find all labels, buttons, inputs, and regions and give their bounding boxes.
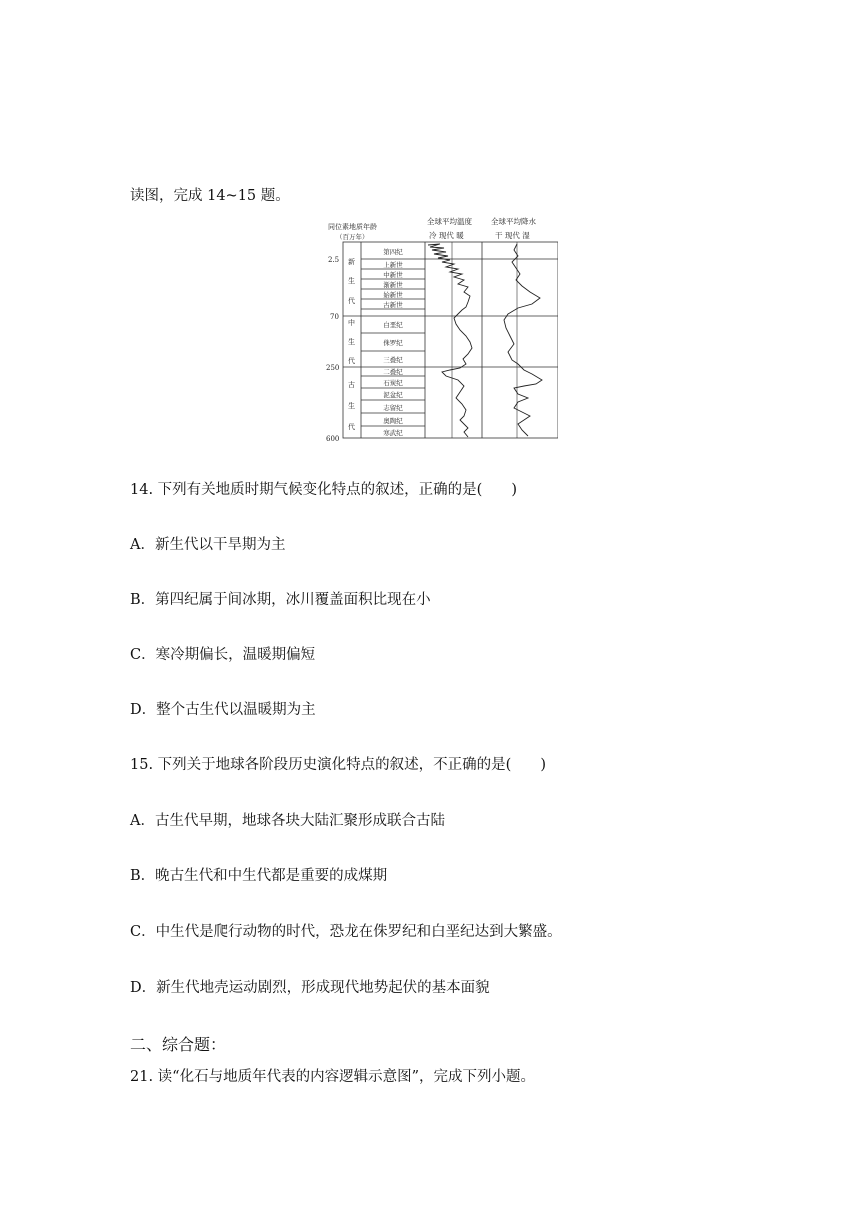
temp-axis: 冷 现代 暖 bbox=[429, 231, 464, 240]
age-column-title: 同位素地质年龄 bbox=[328, 223, 377, 231]
period-label: 寒武纪 bbox=[383, 429, 403, 437]
question-14-option-b[interactable]: B．第四纪属于间冰期，冰川覆盖面积比现在小 bbox=[130, 592, 431, 608]
period-label: 奥陶纪 bbox=[383, 417, 403, 425]
period-label: 二叠纪 bbox=[383, 368, 403, 376]
precip-title: 全球平均降水 bbox=[491, 217, 536, 226]
period-label: 志留纪 bbox=[383, 404, 403, 412]
temp-title: 全球平均温度 bbox=[427, 217, 472, 226]
question-15-option-c[interactable]: C．中生代是爬行动物的时代，恐龙在侏罗纪和白垩纪达到大繁盛。 bbox=[130, 924, 562, 940]
period-label: 古新世 bbox=[383, 301, 403, 309]
question-15-option-d[interactable]: D．新生代地壳运动剧烈，形成现代地势起伏的基本面貌 bbox=[130, 980, 490, 996]
era-char: 代 bbox=[348, 357, 355, 365]
question-14-option-a[interactable]: A．新生代以干旱期为主 bbox=[130, 537, 286, 553]
period-label: 渐新世 bbox=[383, 281, 403, 289]
age-column-unit: （百万年） bbox=[336, 233, 369, 241]
period-label: 泥盆纪 bbox=[383, 391, 403, 399]
period-label: 始新世 bbox=[383, 291, 403, 299]
era-char: 古 bbox=[348, 381, 355, 389]
age-label: 70 bbox=[330, 313, 339, 321]
era-char: 代 bbox=[348, 297, 355, 305]
question-14-option-d[interactable]: D．整个古生代以温暖期为主 bbox=[130, 702, 316, 718]
temperature-curve bbox=[428, 244, 472, 437]
period-label: 第四纪 bbox=[383, 248, 403, 256]
era-char: 生 bbox=[348, 277, 355, 285]
precip-axis: 干 现代 湿 bbox=[495, 231, 530, 240]
period-label: 上新世 bbox=[383, 261, 403, 269]
geologic-climate-svg bbox=[318, 212, 558, 444]
intro-text: 读图，完成 14~15 题。 bbox=[130, 188, 290, 204]
question-15-option-b[interactable]: B．晚古生代和中生代都是重要的成煤期 bbox=[130, 868, 388, 884]
age-label: 600 bbox=[326, 435, 340, 443]
question-21-stem: 21. 读“化石与地质年代表的内容逻辑示意图”，完成下列小题。 bbox=[130, 1069, 535, 1085]
geologic-climate-chart bbox=[318, 212, 558, 444]
period-label: 侏罗纪 bbox=[383, 339, 403, 347]
question-14-option-c[interactable]: C．寒冷期偏长，温暖期偏短 bbox=[130, 647, 316, 663]
period-label: 中新世 bbox=[383, 271, 403, 279]
period-label: 三叠纪 bbox=[383, 356, 403, 364]
question-14-stem: 14. 下列有关地质时期气候变化特点的叙述，正确的是( ) bbox=[130, 482, 517, 498]
question-15-option-a[interactable]: A．古生代早期，地球各块大陆汇聚形成联合古陆 bbox=[130, 813, 445, 829]
period-label: 石炭纪 bbox=[383, 379, 403, 387]
precipitation-curve bbox=[504, 244, 542, 436]
era-char: 新 bbox=[348, 258, 355, 266]
era-char: 生 bbox=[348, 402, 355, 410]
age-label: 2.5 bbox=[328, 256, 340, 264]
era-char: 中 bbox=[348, 319, 355, 327]
era-char: 生 bbox=[348, 338, 355, 346]
section-title: 二、综合题： bbox=[130, 1035, 227, 1054]
period-label: 白垩纪 bbox=[383, 321, 403, 329]
age-label: 250 bbox=[326, 364, 340, 372]
question-15-stem: 15. 下列关于地球各阶段历史演化特点的叙述，不正确的是( ) bbox=[130, 757, 546, 773]
era-char: 代 bbox=[348, 423, 355, 431]
